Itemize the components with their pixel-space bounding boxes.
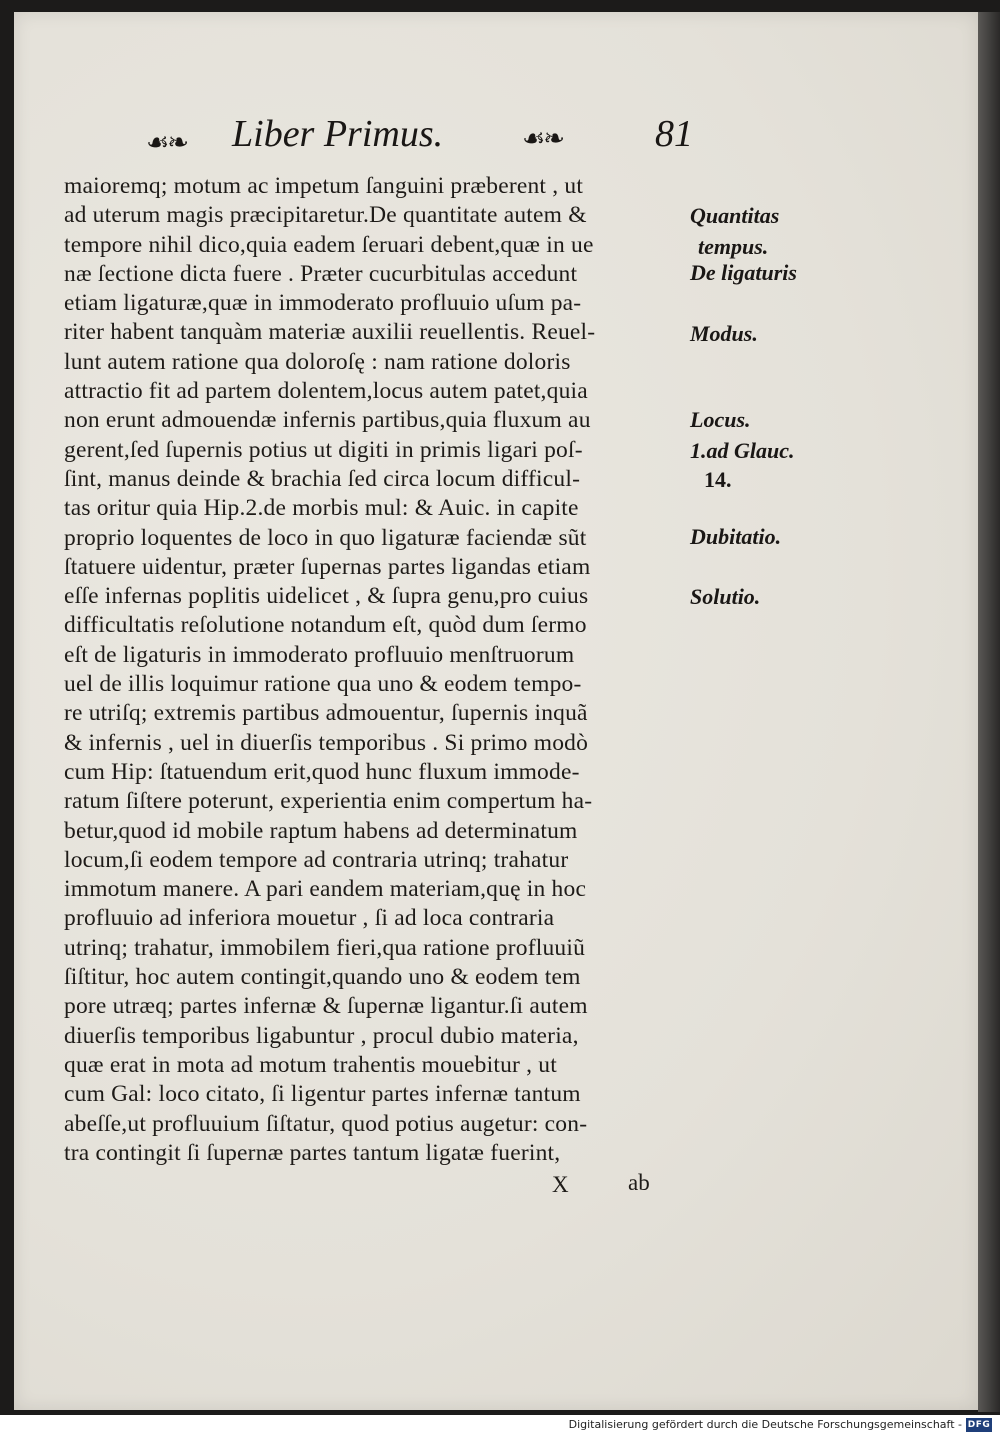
- ornament-right: ☙❧: [522, 124, 564, 154]
- text-line: uel de illis loquimur ratione qua uno & eodem tempo-: [64, 671, 582, 698]
- text-line: quæ erat in mota ad motum trahentis mouebitur , ut: [64, 1051, 557, 1078]
- margin-note-de-ligaturis: De ligaturis: [690, 260, 797, 285]
- margin-note-tempus: tempus.: [698, 234, 769, 259]
- text-line: riter habent tanquàm materiæ auxilii reuellentis. Reuel-: [64, 319, 596, 346]
- text-line: abeſſe,ut profluuium ſiſtatur, quod potius augetur: con-: [64, 1110, 588, 1137]
- text-line: pore utræq; partes infernæ & ſupernæ ligantur.ſi autem: [64, 993, 588, 1020]
- page-number: 81: [655, 113, 693, 155]
- text-line: ad uterum magis præcipitaretur.De quantitate autem &: [64, 202, 587, 229]
- margin-note-14: 14.: [704, 467, 732, 492]
- margin-note-modus: Modus.: [690, 321, 758, 346]
- text-line: diuerſis temporibus ligabuntur , procul dubio materia,: [64, 1022, 579, 1049]
- margin-note-quantitas: Quantitas: [690, 203, 780, 228]
- text-line: cum Hip: ſtatuendum erit,quod hunc fluxum immode-: [64, 758, 580, 785]
- text-line: & infernis , uel in diuerſis temporibus . Si primo modò: [64, 729, 589, 756]
- margin-note-solutio: Solutio.: [690, 584, 761, 609]
- text-line: maioremq; motum ac impetum ſanguini præberent , ut: [64, 173, 584, 199]
- text-line: non erunt admouendæ infernis partibus,quia fluxum au: [64, 407, 591, 434]
- text-line: cum Gal: loco citato, ſi ligentur partes infernæ tantum: [64, 1081, 581, 1108]
- text-line: betur,quod id mobile raptum habens ad determinatum: [64, 817, 578, 844]
- text-line: gerent,ſed ſupernis potius ut digiti in primis ligari poſ-: [64, 436, 583, 463]
- signature-mark: X: [552, 1172, 569, 1197]
- main-text-block: [64, 172, 684, 1168]
- text-line: difficultatis reſolutione notandum eſt, quòd dum ſermo: [64, 612, 587, 639]
- text-line: utrinq; trahatur, immobilem fieri,qua ratione profluuiũ: [64, 934, 586, 961]
- text-line: lunt autem ratione qua doloroſę : nam ratione doloris: [64, 348, 571, 375]
- ornament-left: ☙❧: [146, 128, 188, 158]
- text-line: næ ſectione dicta fuere . Præter cucurbitulas accedunt: [64, 260, 578, 287]
- text-line: eſt de ligaturis in immoderato profluuio menſtruorum: [64, 641, 575, 668]
- text-line: ratum ſiſtere poterunt, experientia enim compertum ha-: [64, 788, 593, 815]
- dfg-logo: DFG: [967, 1420, 991, 1430]
- text-line: re utriſq; extremis partibus admouentur, ſupernis inquã: [64, 700, 588, 727]
- running-title: Liber Primus.: [232, 113, 444, 155]
- margin-note-dubitatio: Dubitatio.: [690, 524, 782, 549]
- text-line: ſint, manus deinde & brachia ſed circa locum difficul-: [64, 465, 581, 492]
- text-line: ſiſtitur, hoc autem contingit,quando uno & eodem tem: [64, 964, 581, 991]
- text-line: ſtatuere uidentur, præter ſupernas partes ligandas etiam: [64, 553, 591, 580]
- text-line: tra contingit ſi ſupernæ partes tantum ligatæ fuerint,: [64, 1139, 561, 1166]
- margin-note-ad-glauc: 1.ad Glauc.: [690, 438, 795, 463]
- text-line: eſſe infernas poplitis uidelicet , & ſupra genu,pro cuius: [64, 583, 589, 610]
- margin-note-locus: Locus.: [690, 407, 751, 432]
- text-line: profluuio ad inferiora mouetur , ſi ad loca contraria: [64, 905, 555, 932]
- text-line: immotum manere. A pari eandem materiam,quę in hoc: [64, 876, 587, 903]
- text-line: locum,ſi eodem tempore ad contraria utrinq; trahatur: [64, 846, 569, 873]
- page-edge: [978, 12, 1000, 1412]
- text-line: etiam ligaturæ,quæ in immoderato profluuio uſum pa-: [64, 290, 582, 317]
- text-line: proprio loquentes de loco in quo ligaturæ faciendæ sũt: [64, 524, 587, 551]
- text-line: tas oritur quia Hip.2.de morbis mul: & Auic. in capite: [64, 495, 579, 522]
- text-line: tempore nihil dico,quia eadem ſeruari debent,quæ in ue: [64, 231, 594, 258]
- text-line: attractio fit ad partem dolentem,locus autem patet,quia: [64, 378, 588, 405]
- footer-credit: Digitalisierung gefördert durch die Deutsche Forschungsgemeinschaft -: [568, 1418, 962, 1431]
- catchword: ab: [628, 1170, 650, 1195]
